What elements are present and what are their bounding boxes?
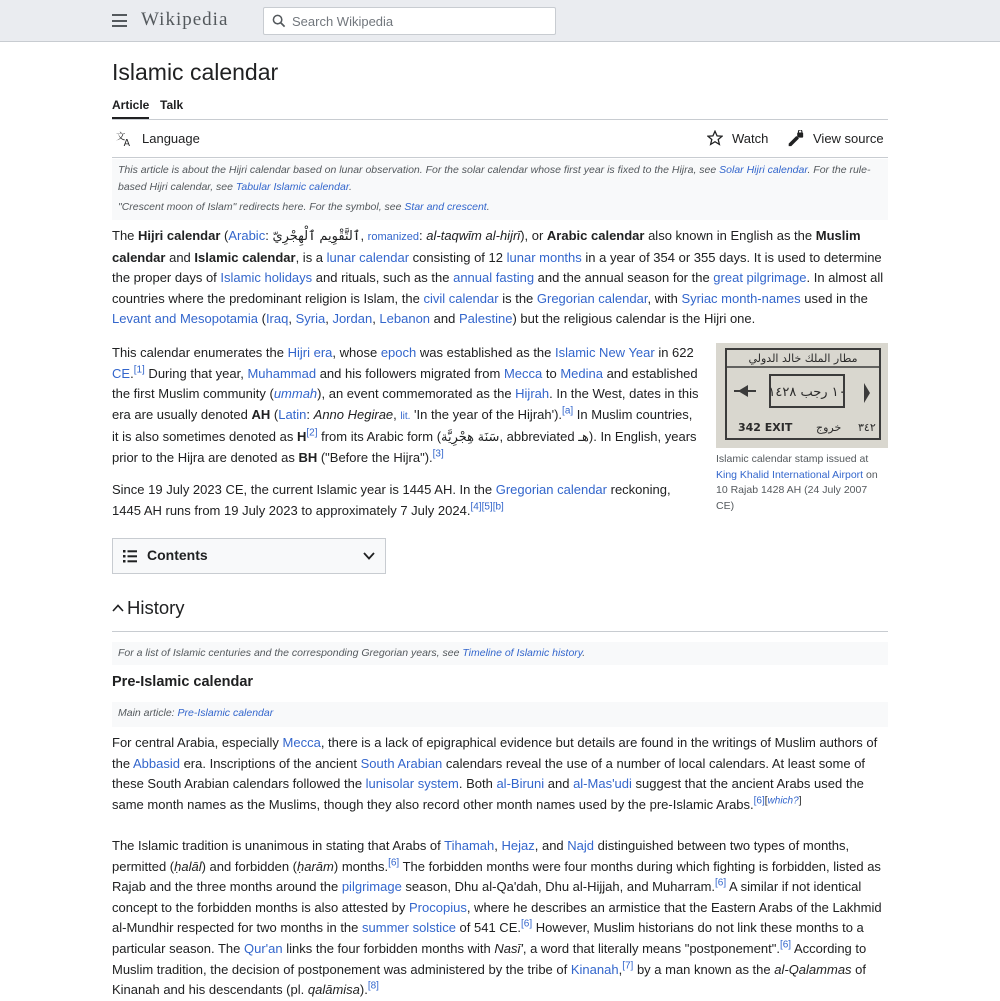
link[interactable]: summer solstice	[362, 920, 456, 936]
link[interactable]: Islamic New Year	[555, 345, 655, 360]
link[interactable]: al-Biruni	[496, 776, 545, 792]
link[interactable]: Iraq	[265, 311, 289, 327]
figure-caption: Islamic calendar stamp issued at King Khalid International Airport on 10 Rajab 1428 AH (24 July 2007 CE)	[716, 453, 878, 512]
citation[interactable]: [6]	[779, 939, 792, 951]
link[interactable]: Muhammad	[247, 365, 317, 381]
hatnote: This article is about the Hijri calendar based on lunar observation. For the solar calendar whose first year is fixed to the Hijra, see Solar Hijri calendar. For the rule-based Hijri calendar, see Tabular Islamic calendar.	[118, 164, 871, 193]
link[interactable]: Mecca	[503, 365, 543, 381]
link[interactable]: Jordan	[332, 311, 373, 327]
citation[interactable]: [5]	[481, 501, 493, 513]
link[interactable]: Islamic holidays	[220, 270, 313, 286]
link[interactable]: civil calendar	[423, 290, 499, 306]
link[interactable]: pilgrimage	[341, 879, 402, 895]
link[interactable]: Procopius	[409, 899, 467, 915]
link[interactable]: Gregorian calendar	[495, 482, 607, 497]
top-header	[0, 0, 1000, 42]
svg-text:文: 文	[116, 131, 126, 143]
citation[interactable]: [4]	[470, 501, 482, 513]
citation[interactable]: [2]	[306, 428, 318, 440]
toc-label: Contents	[147, 547, 208, 563]
locked-pencil-icon	[787, 130, 804, 147]
search-box[interactable]	[263, 7, 556, 35]
current-year-paragraph: Since 19 July 2023 CE, the current Islamic year is 1445 AH. In the Gregorian calendar reckoning, 1445 AH runs from 19 July 2023 to approximately 7 July 2024.[4][5][b]	[112, 482, 671, 518]
central-arabia-paragraph: For central Arabia, especially Mecca, there is a lack of epigraphical evidence but details are found in the writings of Muslim authors of the Abbasid era. Inscriptions of the ancient South Arabian calendars reveal the use of a number of local calendars. At least some of these South Arabian calendars followed the lunisolar system. Both al-Biruni and al-Mas'udi suggest that the ancient Arabs used the same month names as the Muslims, though they also record other month names used by the pre-Islamic Arabs.[6][which?]	[112, 735, 878, 812]
citation[interactable]: [a]	[562, 405, 574, 417]
section-heading: History	[127, 597, 185, 618]
link[interactable]: Latin	[278, 406, 307, 422]
tab-article[interactable]: Article	[112, 98, 149, 119]
chevron-up-icon	[112, 604, 124, 612]
main-article-hatnote	[112, 702, 888, 727]
table-of-contents-toggle[interactable]	[112, 538, 386, 574]
citation[interactable]: [8]	[367, 980, 379, 992]
hatnote-box: For a list of Islamic centuries and the corresponding Gregorian years, see Timeline of Islamic history.	[112, 642, 888, 665]
citation[interactable]: [b]	[492, 501, 504, 513]
hatnote-link[interactable]: Tabular Islamic calendar	[235, 181, 349, 193]
chevron-down-icon	[363, 552, 375, 560]
link[interactable]: Arabic	[228, 228, 266, 243]
citation[interactable]: [1]	[133, 364, 145, 376]
link[interactable]: Mecca	[282, 735, 321, 750]
link[interactable]: Hijri era	[287, 345, 333, 360]
link[interactable]: Hijrah	[515, 386, 550, 402]
link[interactable]: Palestine	[458, 311, 513, 327]
hatnote-box	[112, 159, 888, 220]
page-title: Islamic calendar	[112, 59, 279, 85]
link[interactable]: South Arabian	[360, 755, 443, 771]
star-icon	[707, 130, 723, 146]
link[interactable]: romanized	[367, 231, 420, 243]
language-button[interactable]	[116, 130, 200, 147]
link[interactable]: Syria	[295, 311, 326, 327]
link[interactable]: Kinanah	[570, 961, 619, 977]
citation[interactable]: [6]	[753, 795, 765, 807]
citation[interactable]: [6]	[715, 877, 727, 889]
link[interactable]: Qur'an	[244, 940, 283, 956]
hatnote: "Crescent moon of Islam" redirects here. For the symbol, see Star and crescent.	[118, 201, 490, 213]
wikipedia-wordmark[interactable]: Wikipedia	[141, 9, 229, 30]
stamp-number-arabic-text: ٣٤٢	[858, 421, 876, 434]
link[interactable]: Hejaz	[501, 838, 535, 853]
list-icon	[123, 550, 137, 563]
link[interactable]: Najd	[567, 838, 595, 853]
citation[interactable]: [3]	[432, 448, 444, 460]
stamp-date-text: ١٠ رجب ١٤٢٨	[768, 385, 846, 400]
stamp-exit-text: 342 EXIT	[738, 421, 793, 434]
stamp-exit-arabic-text: خروج	[816, 421, 842, 434]
search-input[interactable]	[290, 11, 550, 31]
hatnote-link[interactable]: Pre-Islamic calendar	[177, 707, 274, 719]
history-section-header[interactable]	[112, 595, 888, 632]
stamp-airport-text: مطار الملك خالد الدولي	[748, 352, 858, 365]
link[interactable]: Tihamah	[444, 838, 495, 853]
link[interactable]: lunar months	[506, 249, 582, 265]
translate-icon	[116, 130, 133, 147]
search-icon	[272, 14, 286, 28]
link[interactable]: great pilgrimage	[713, 270, 807, 286]
page-actions	[112, 120, 888, 158]
link[interactable]: ummah	[273, 386, 318, 402]
citation[interactable]: [6]	[520, 919, 533, 931]
caption-link[interactable]: King Khalid International Airport	[716, 468, 864, 481]
watch-label: Watch	[732, 130, 769, 146]
link[interactable]: al-Mas'udi	[573, 776, 632, 792]
hatnote: Main article:	[118, 707, 175, 719]
link[interactable]: Medina	[560, 365, 603, 381]
hamburger-menu-icon[interactable]	[112, 14, 127, 27]
era-paragraph: This calendar enumerates the Hijri era, whose epoch was established as the Islamic New Year in 622 CE.[1] During that year, Muhammad and his followers migrated from Mecca to Medina and established the first Muslim community (ummah), an event commemorated as the Hijrah. In the West, dates in this era are usually denoted AH (Latin: Anno Hegirae, lit. 'In the year of the Hijrah').[a] In Muslim countries, it is also sometimes denoted as H[2] from its Arabic form (سَنَة هِجْرِيَّة, abbreviated هـ). In English, years prior to the Hijra are denoted as BH ("Before the Hijra").[3]	[112, 345, 699, 465]
link[interactable]: epoch	[380, 345, 417, 360]
language-label: Language	[142, 131, 200, 146]
page-tabs	[112, 94, 888, 120]
link[interactable]: Lebanon	[379, 311, 431, 327]
passport-stamp-image[interactable]	[716, 343, 888, 448]
svg-text:A: A	[123, 138, 131, 147]
citation[interactable]: [6]	[388, 857, 400, 869]
hatnote-link[interactable]: Solar Hijri calendar	[719, 164, 808, 176]
view-source-button[interactable]	[787, 130, 884, 147]
link[interactable]: lit.	[400, 410, 411, 422]
link[interactable]: lunar calendar	[326, 249, 410, 265]
hatnote: For a list of Islamic centuries and the corresponding Gregorian years, see	[118, 647, 460, 659]
view-source-label: View source	[813, 131, 884, 146]
link[interactable]: Levant and Mesopotamia	[112, 311, 258, 327]
watch-button[interactable]	[707, 130, 768, 146]
citation-needed[interactable]: which?	[767, 795, 799, 807]
link[interactable]: Abbasid	[132, 755, 180, 771]
stamp-figure	[716, 343, 888, 514]
link[interactable]: CE	[112, 365, 131, 381]
citation[interactable]: [7]	[622, 960, 634, 972]
link[interactable]: lunisolar system	[365, 776, 459, 792]
hatnote-link[interactable]: Star and crescent	[404, 201, 487, 213]
hatnote-link[interactable]: Timeline of Islamic history	[462, 647, 583, 659]
link[interactable]: Gregorian calendar	[536, 290, 648, 306]
intro-paragraph: The Hijri calendar (Arabic: ٱلتَّقْوِيم ٱلْهِجْرِيّ, romanized: al-taqwīm al-hijrī), or Arabic calendar also known in English as the Muslim calendar and Islamic calendar, is a lunar calendar consisting of 12 lunar months in a year of 354 or 355 days. It is used to determine the proper days of Islamic holidays and rituals, such as the annual fasting and the annual season for the great pilgrimage. In almost all countries where the predominant religion is Islam, the civil calendar is the Gregorian calendar, with Syriac month-names used in the Levant and Mesopotamia (Iraq, Syria, Jordan, Lebanon and Palestine) but the religious calendar is the Hijri one.	[112, 228, 884, 327]
tab-talk[interactable]: Talk	[160, 98, 184, 112]
subsection-heading: Pre-Islamic calendar	[112, 674, 254, 690]
forbidden-months-paragraph: The Islamic tradition is unanimous in stating that Arabs of Tihamah, Hejaz, and Najd distinguished between two types of months, permitted (ḥalāl) and forbidden (ḥarām) months.[6] The forbidden months were four months during which fighting is forbidden, listed as Rajab and the three months around the pilgrimage season, Dhu al-Qa'dah, Dhu al-Hijjah, and Muharram.[6] A similar if not identical concept to the forbidden months is also attested by Procopius, where he describes an armistice that the Eastern Arabs of the Lakhmid al-Mundhir respected for two months in the summer solstice of 541 CE.[6] However, Muslim historians do not link these months to a particular season. The Qur'an links the four forbidden months with Nasī', a word that literally means "postponement".[6] According to Muslim tradition, the decision of postponement was administered by the tribe of Kinanah,[7] by a man known as the al-Qalammas of Kinanah and his descendants (pl. qalāmisa).[8]	[112, 838, 882, 998]
link[interactable]: annual fasting	[453, 270, 535, 286]
link[interactable]: Syriac month-names	[681, 290, 801, 306]
